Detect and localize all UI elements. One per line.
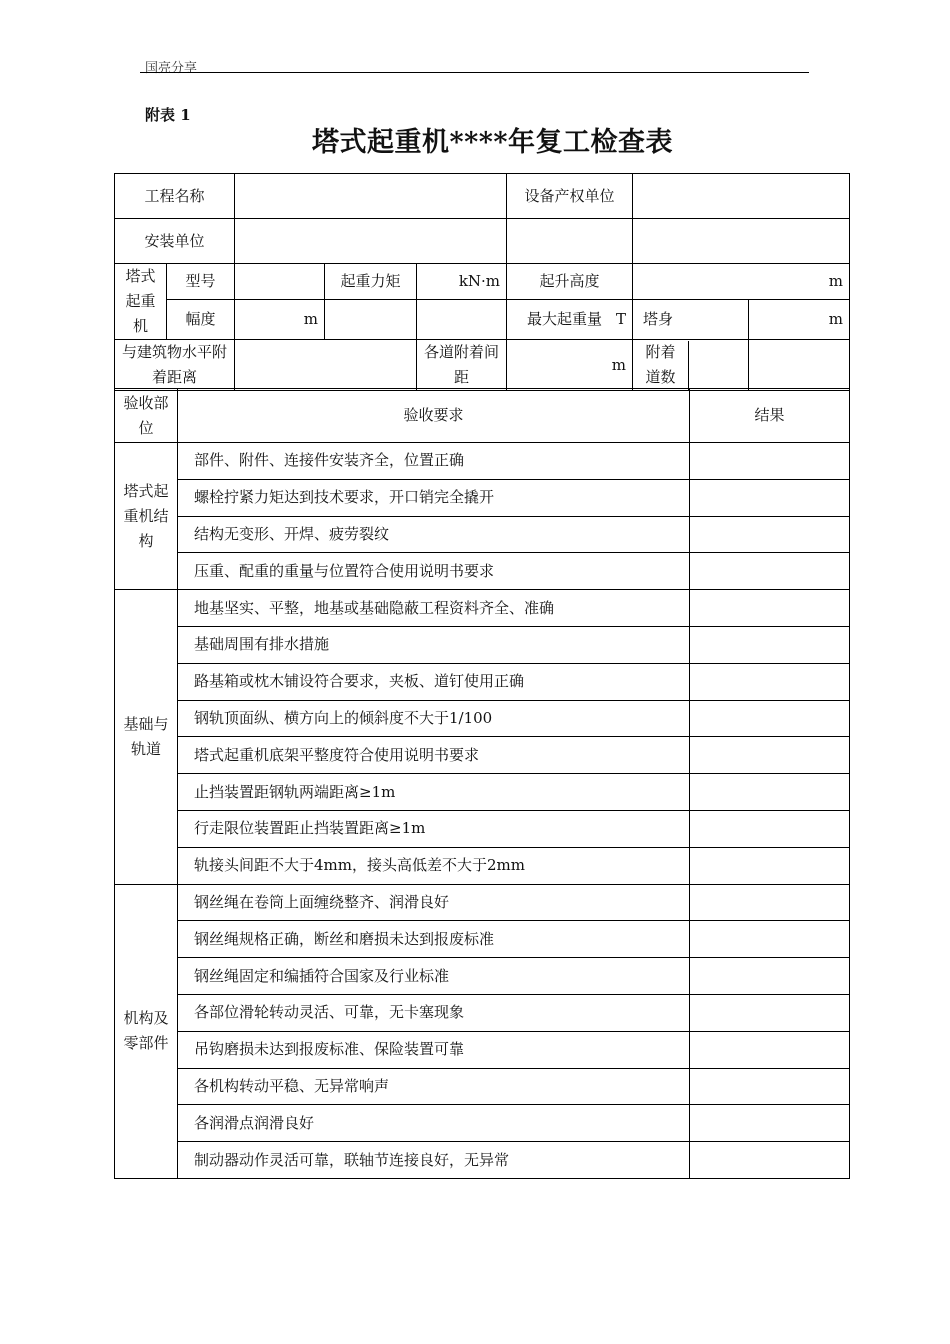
inspection-result-field[interactable]	[690, 884, 850, 921]
max-load-cell[interactable]	[507, 299, 633, 339]
appendix-label: 附表 1	[145, 106, 191, 124]
inspection-requirement: 地基坚实、平整，地基或基础隐蔽工程资料齐全、准确	[178, 590, 690, 627]
inspection-requirement: 行走限位装置距止挡装置距离≥1m	[178, 810, 690, 847]
model-field[interactable]	[235, 264, 325, 300]
table-row	[115, 921, 850, 958]
table-row	[115, 847, 850, 884]
inspection-requirement: 吊钩磨损未达到报废标准、保险装置可靠	[178, 1031, 690, 1068]
building-distance-label: 与建筑物水平附着距离	[115, 340, 235, 391]
model-label: 型号	[167, 264, 235, 300]
range-extra-field-2[interactable]	[417, 299, 507, 339]
inspection-result-field[interactable]	[690, 810, 850, 847]
table-row	[115, 479, 850, 516]
inspection-result-field[interactable]	[690, 994, 850, 1031]
inspection-result-field[interactable]	[690, 590, 850, 627]
equipment-info-table	[114, 173, 850, 391]
table-row	[115, 884, 850, 921]
inspection-requirement: 钢丝绳固定和编插符合国家及行业标准	[178, 958, 690, 995]
table-row	[115, 1068, 850, 1105]
table-row	[115, 774, 850, 811]
table-row	[115, 590, 850, 627]
project-name-label: 工程名称	[115, 174, 235, 219]
tower-field[interactable]: m	[749, 299, 850, 339]
col-part-header: 验收部位	[115, 389, 178, 443]
inspection-requirement: 部件、附件、连接件安装齐全，位置正确	[178, 443, 690, 480]
inspection-requirement: 钢丝绳在卷筒上面缠绕整齐、润滑良好	[178, 884, 690, 921]
inspection-requirement: 基础周围有排水措施	[178, 626, 690, 663]
inspection-table	[114, 388, 850, 1179]
install-unit-extra-field-2[interactable]	[633, 219, 850, 264]
col-requirement-header: 验收要求	[178, 389, 690, 443]
attach-spacing-label: 各道附着间距	[417, 340, 507, 391]
inspection-result-field[interactable]	[690, 1068, 850, 1105]
attach-count-label: 附着道数	[633, 341, 689, 390]
inspection-result-field[interactable]	[690, 1031, 850, 1068]
inspection-result-field[interactable]	[690, 553, 850, 590]
range-extra-field[interactable]	[325, 299, 417, 339]
attach-count-field[interactable]	[689, 341, 748, 390]
inspection-result-field[interactable]	[690, 1142, 850, 1179]
inspection-part-label: 塔式起重机结构	[115, 443, 178, 590]
table-row	[115, 1142, 850, 1179]
inspection-result-field[interactable]	[690, 737, 850, 774]
tower-label: 塔身	[633, 299, 749, 339]
inspection-requirement: 各部位滑轮转动灵活、可靠，无卡塞现象	[178, 994, 690, 1031]
inspection-result-field[interactable]	[690, 774, 850, 811]
inspection-part-label: 基础与轨道	[115, 590, 178, 884]
range-field[interactable]: m	[235, 299, 325, 339]
inspection-requirement: 止挡装置距钢轨两端距离≥1m	[178, 774, 690, 811]
inspection-requirement: 路基箱或枕木铺设符合要求，夹板、道钉使用正确	[178, 663, 690, 700]
attach-spacing-field[interactable]: m	[507, 340, 633, 391]
table-row	[115, 737, 850, 774]
inspection-result-field[interactable]	[690, 921, 850, 958]
col-result-header: 结果	[690, 389, 850, 443]
table-row	[115, 516, 850, 553]
inspection-result-field[interactable]	[690, 847, 850, 884]
page-header-text: 国亮分享	[145, 61, 198, 76]
project-name-field[interactable]	[235, 174, 507, 219]
inspection-requirement: 各机构转动平稳、无异常响声	[178, 1068, 690, 1105]
inspection-requirement: 钢轨顶面纵、横方向上的倾斜度不大于1/100	[178, 700, 690, 737]
crane-label: 塔式起重机	[115, 264, 167, 340]
table-row	[115, 700, 850, 737]
table-row	[115, 626, 850, 663]
owner-label: 设备产权单位	[507, 174, 633, 219]
inspection-requirement: 螺栓拧紧力矩达到技术要求，开口销完全撬开	[178, 479, 690, 516]
moment-unit[interactable]: kN·m	[417, 264, 507, 300]
inspection-result-field[interactable]	[690, 479, 850, 516]
inspection-requirement: 塔式起重机底架平整度符合使用说明书要求	[178, 737, 690, 774]
inspection-result-field[interactable]	[690, 443, 850, 480]
inspection-result-field[interactable]	[690, 663, 850, 700]
table-row	[115, 1031, 850, 1068]
range-label: 幅度	[167, 299, 235, 339]
max-load-label: 最大起重量	[527, 309, 603, 328]
inspection-requirement: 压重、配重的重量与位置符合使用说明书要求	[178, 553, 690, 590]
install-unit-extra-field[interactable]	[507, 219, 633, 264]
moment-label: 起重力矩	[325, 264, 417, 300]
table-row	[115, 810, 850, 847]
header-rule	[140, 72, 809, 73]
document-title: 塔式起重机****年复工检查表	[312, 127, 673, 158]
inspection-result-field[interactable]	[690, 626, 850, 663]
inspection-requirement: 制动器动作灵活可靠，联轴节连接良好，无异常	[178, 1142, 690, 1179]
inspection-requirement: 结构无变形、开焊、疲劳裂纹	[178, 516, 690, 553]
inspection-result-field[interactable]	[690, 1105, 850, 1142]
inspection-result-field[interactable]	[690, 700, 850, 737]
building-distance-field[interactable]	[235, 340, 417, 391]
lift-height-label: 起升高度	[507, 264, 633, 300]
table-row	[115, 663, 850, 700]
table-row	[115, 1105, 850, 1142]
owner-field[interactable]	[633, 174, 850, 219]
inspection-requirement: 轨接头间距不大于4mm，接头高低差不大于2mm	[178, 847, 690, 884]
lift-height-field[interactable]: m	[633, 264, 850, 300]
inspection-result-field[interactable]	[690, 516, 850, 553]
install-unit-field[interactable]	[235, 219, 507, 264]
table-row	[115, 443, 850, 480]
table-row	[115, 994, 850, 1031]
inspection-part-label: 机构及零部件	[115, 884, 178, 1178]
inspection-result-field[interactable]	[690, 958, 850, 995]
install-unit-label: 安装单位	[115, 219, 235, 264]
inspection-requirement: 各润滑点润滑良好	[178, 1105, 690, 1142]
inspection-requirement: 钢丝绳规格正确，断丝和磨损未达到报废标准	[178, 921, 690, 958]
table-row	[115, 958, 850, 995]
table-row	[115, 553, 850, 590]
attach-count-extra-field[interactable]	[749, 340, 850, 391]
max-load-unit: T	[616, 309, 627, 328]
attach-count-cell[interactable]	[633, 340, 749, 391]
